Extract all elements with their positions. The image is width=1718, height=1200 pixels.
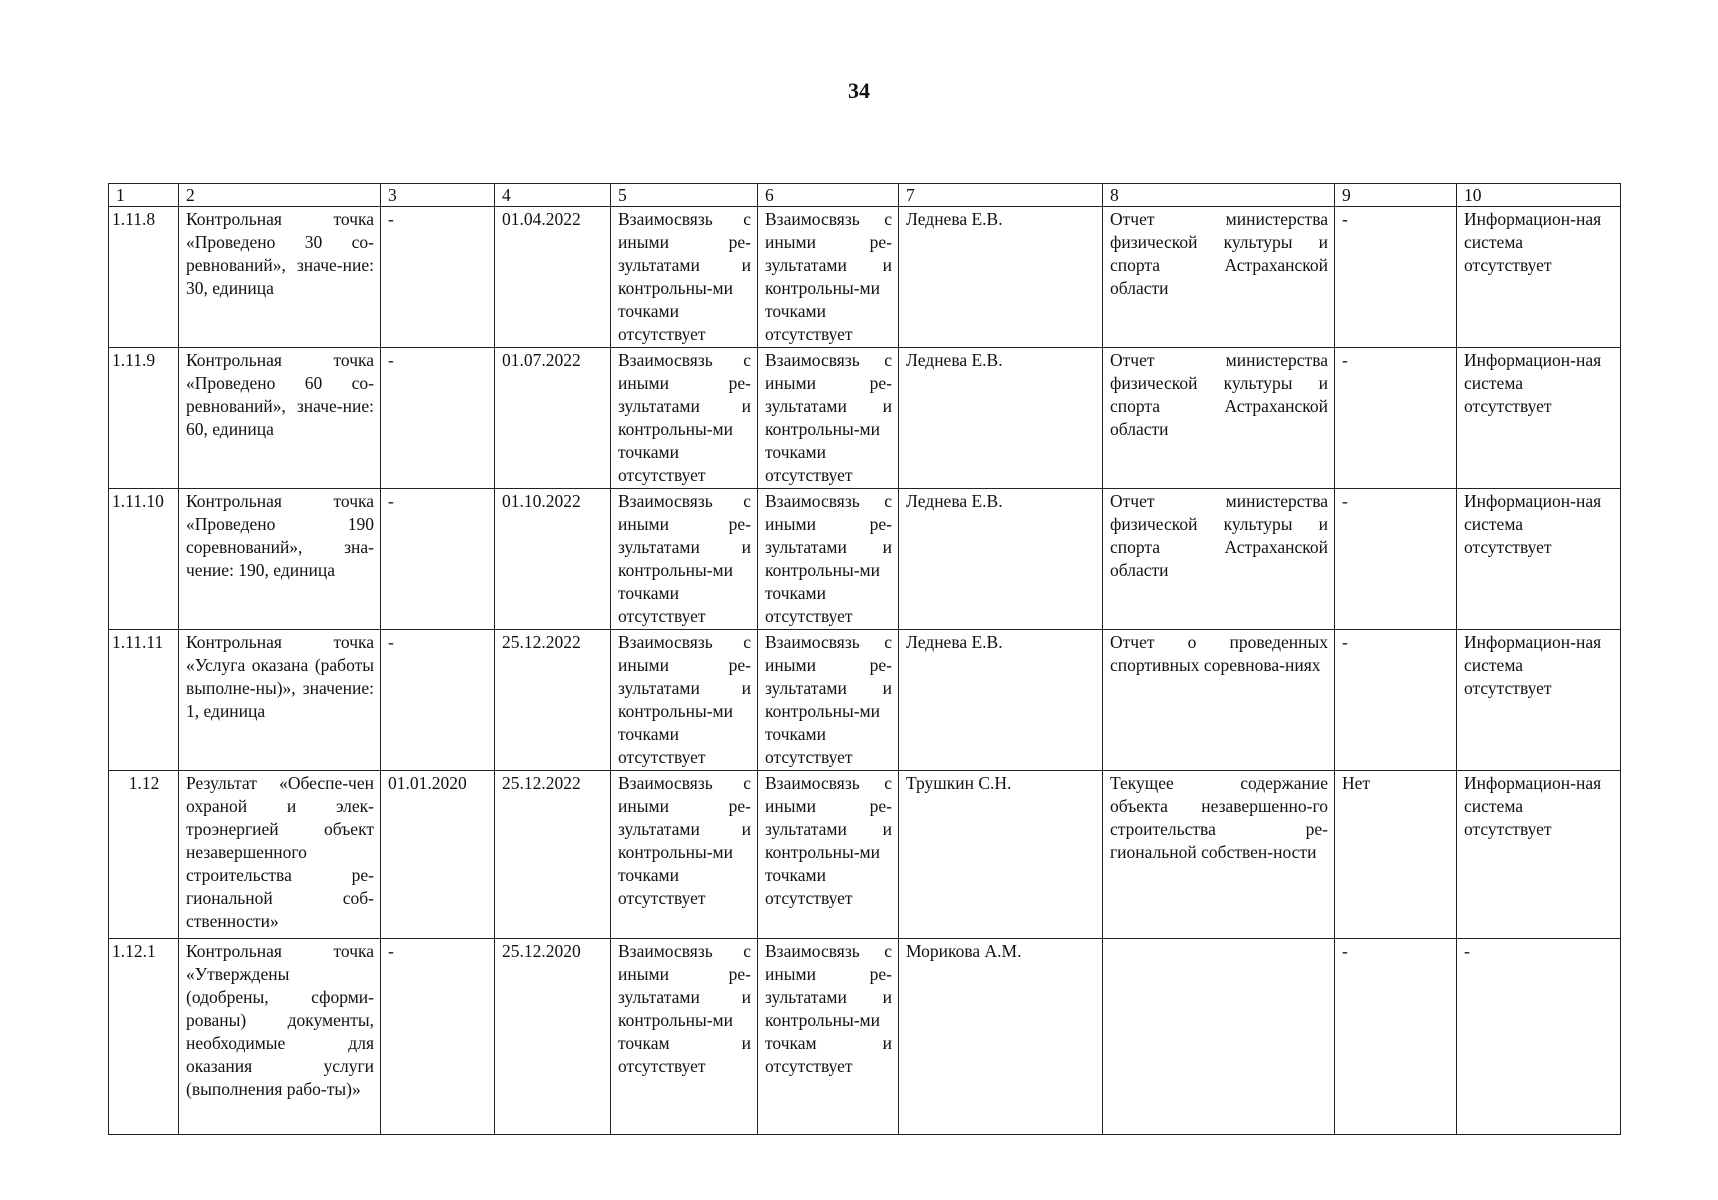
row-info-system: Информацион-ная система отсутствует bbox=[1457, 771, 1621, 939]
row-link-preceding: Взаимосвязь с иными ре-зультатами и контрольны-ми точками отсутствует bbox=[611, 207, 758, 348]
row-link-following: Взаимосвязь с иными ре-зультатами и контрольны-ми точками отсутствует bbox=[758, 630, 899, 771]
header-cell-6: 6 bbox=[758, 184, 899, 207]
row-end-date: 01.04.2022 bbox=[495, 207, 611, 348]
row-name: Результат «Обеспе-чен охраной и элек-троэнергией объект незавершенного строительства ре-гиональной соб-ственности» bbox=[179, 771, 381, 939]
row-link-following: Взаимосвязь с иными ре-зультатами и контрольны-ми точками отсутствует bbox=[758, 771, 899, 939]
header-cell-9: 9 bbox=[1335, 184, 1457, 207]
table-row bbox=[109, 939, 1621, 1135]
row-result-document: Отчет министерства физической культуры и спорта Астраханской области bbox=[1103, 348, 1335, 489]
row-responsible: Морикова А.М. bbox=[899, 939, 1103, 1135]
row-start-date: - bbox=[381, 207, 495, 348]
row-col9: - bbox=[1335, 348, 1457, 489]
row-end-date: 25.12.2022 bbox=[495, 771, 611, 939]
row-number: 1.12 bbox=[109, 771, 179, 939]
row-link-following: Взаимосвязь с иными ре-зультатами и контрольны-ми точками отсутствует bbox=[758, 489, 899, 630]
header-cell-5: 5 bbox=[611, 184, 758, 207]
row-info-system: Информацион-ная система отсутствует bbox=[1457, 630, 1621, 771]
row-col9: - bbox=[1335, 630, 1457, 771]
row-start-date: - bbox=[381, 630, 495, 771]
control-points-table bbox=[108, 183, 1621, 1135]
header-cell-10: 10 bbox=[1457, 184, 1621, 207]
row-number: 1.12.1 bbox=[109, 939, 179, 1135]
header-cell-1: 1 bbox=[109, 184, 179, 207]
row-info-system: Информацион-ная система отсутствует bbox=[1457, 348, 1621, 489]
row-responsible: Трушкин С.Н. bbox=[899, 771, 1103, 939]
table-row bbox=[109, 348, 1621, 489]
row-result-document bbox=[1103, 939, 1335, 1135]
row-end-date: 01.10.2022 bbox=[495, 489, 611, 630]
page-number: 34 bbox=[848, 78, 870, 103]
header-cell-4: 4 bbox=[495, 184, 611, 207]
row-name: Контрольная точка «Проведено 190 соревнований», зна-чение: 190, единица bbox=[179, 489, 381, 630]
row-number: 1.11.8 bbox=[109, 207, 179, 348]
row-info-system: - bbox=[1457, 939, 1621, 1135]
row-link-following: Взаимосвязь с иными ре-зультатами и контрольны-ми точками отсутствует bbox=[758, 348, 899, 489]
row-responsible: Леднева Е.В. bbox=[899, 348, 1103, 489]
row-result-document: Текущее содержание объекта незавершенно-го строительства ре-гиональной собствен-ности bbox=[1103, 771, 1335, 939]
row-start-date: - bbox=[381, 348, 495, 489]
table-row bbox=[109, 630, 1621, 771]
header-cell-2: 2 bbox=[179, 184, 381, 207]
row-result-document: Отчет о проведенных спортивных соревнова-ниях bbox=[1103, 630, 1335, 771]
row-number: 1.11.11 bbox=[109, 630, 179, 771]
row-link-preceding: Взаимосвязь с иными ре-зультатами и контрольны-ми точкам и отсутствует bbox=[611, 939, 758, 1135]
row-start-date: - bbox=[381, 939, 495, 1135]
header-cell-7: 7 bbox=[899, 184, 1103, 207]
row-link-following: Взаимосвязь с иными ре-зультатами и контрольны-ми точками отсутствует bbox=[758, 207, 899, 348]
row-col9: - bbox=[1335, 207, 1457, 348]
row-name: Контрольная точка «Проведено 30 со-ревнований», значе-ние: 30, единица bbox=[179, 207, 381, 348]
row-start-date: 01.01.2020 bbox=[381, 771, 495, 939]
row-link-preceding: Взаимосвязь с иными ре-зультатами и контрольны-ми точками отсутствует bbox=[611, 630, 758, 771]
row-result-document: Отчет министерства физической культуры и спорта Астраханской области bbox=[1103, 489, 1335, 630]
row-col9: Нет bbox=[1335, 771, 1457, 939]
table-row bbox=[109, 207, 1621, 348]
table-row bbox=[109, 489, 1621, 630]
row-link-following: Взаимосвязь с иными ре-зультатами и контрольны-ми точкам и отсутствует bbox=[758, 939, 899, 1135]
row-start-date: - bbox=[381, 489, 495, 630]
header-cell-8: 8 bbox=[1103, 184, 1335, 207]
row-name: Контрольная точка «Проведено 60 со-ревнований», значе-ние: 60, единица bbox=[179, 348, 381, 489]
row-responsible: Леднева Е.В. bbox=[899, 207, 1103, 348]
row-number: 1.11.9 bbox=[109, 348, 179, 489]
row-name: Контрольная точка «Утверждены (одобрены, сформи-рованы) документы, необходимые для оказания услуги (выполнения рабо-ты)» bbox=[179, 939, 381, 1135]
row-link-preceding: Взаимосвязь с иными ре-зультатами и контрольны-ми точками отсутствует bbox=[611, 348, 758, 489]
row-number: 1.11.10 bbox=[109, 489, 179, 630]
row-responsible: Леднева Е.В. bbox=[899, 489, 1103, 630]
header-cell-3: 3 bbox=[381, 184, 495, 207]
row-col9: - bbox=[1335, 489, 1457, 630]
row-info-system: Информацион-ная система отсутствует bbox=[1457, 489, 1621, 630]
table-header-row bbox=[109, 184, 1621, 207]
row-info-system: Информацион-ная система отсутствует bbox=[1457, 207, 1621, 348]
row-end-date: 01.07.2022 bbox=[495, 348, 611, 489]
row-result-document: Отчет министерства физической культуры и спорта Астраханской области bbox=[1103, 207, 1335, 348]
row-end-date: 25.12.2020 bbox=[495, 939, 611, 1135]
row-link-preceding: Взаимосвязь с иными ре-зультатами и контрольны-ми точками отсутствует bbox=[611, 489, 758, 630]
row-name: Контрольная точка «Услуга оказана (работы выполне-ны)», значение: 1, единица bbox=[179, 630, 381, 771]
row-end-date: 25.12.2022 bbox=[495, 630, 611, 771]
row-col9: - bbox=[1335, 939, 1457, 1135]
row-responsible: Леднева Е.В. bbox=[899, 630, 1103, 771]
table-row bbox=[109, 771, 1621, 939]
row-link-preceding: Взаимосвязь с иными ре-зультатами и контрольны-ми точками отсутствует bbox=[611, 771, 758, 939]
